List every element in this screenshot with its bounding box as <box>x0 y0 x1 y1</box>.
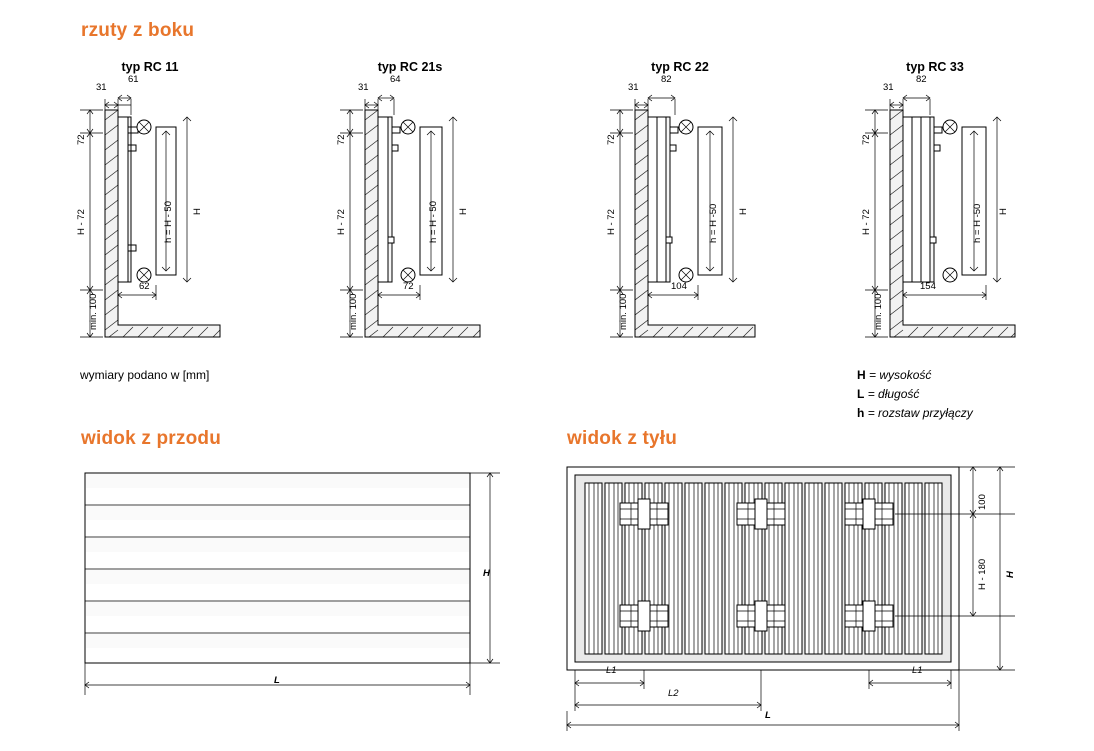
dim-rc21s-outer-height: H <box>458 208 469 215</box>
dim-rc21s-left-top: 72 <box>336 134 347 145</box>
dim-rc33-top-left: 31 <box>883 82 894 93</box>
dim-rc21s-left-mid: H - 72 <box>336 209 347 235</box>
dim-back-top: 100 <box>977 494 988 510</box>
units-note: wymiary podano w [mm] <box>80 368 210 382</box>
dim-rc33-inner-height: h = H -50 <box>972 203 983 243</box>
front-view <box>60 455 520 735</box>
dim-rc22-left-mid: H - 72 <box>606 209 617 235</box>
legend <box>857 366 973 423</box>
dim-rc21s-top-width: 64 <box>390 74 401 85</box>
legend-symbol-h: H <box>857 368 866 382</box>
dim-rc22-top-left: 31 <box>628 82 639 93</box>
dim-rc33-left-mid: H - 72 <box>861 209 872 235</box>
legend-symbol-h-small: h <box>857 406 865 420</box>
dim-rc21s-left-bottom: min. 100 <box>348 293 359 330</box>
dim-rc22-outer-height: H <box>738 208 749 215</box>
front-view-length-label: L <box>274 675 280 686</box>
legend-desc-h: = wysokość <box>869 368 932 382</box>
front-view-height-label: H <box>483 568 490 579</box>
dim-back-l1-left: L1 <box>606 665 617 676</box>
dim-rc22-left-bottom: min. 100 <box>618 293 629 330</box>
side-view-title-rc11: typ RC 11 <box>121 60 179 74</box>
dim-rc11-inner-height: h = H - 50 <box>163 201 174 243</box>
legend-item-h-small <box>857 404 973 423</box>
legend-symbol-l: L <box>857 387 865 401</box>
front-view-title: widok z przodu <box>81 428 222 449</box>
legend-desc-l: = długość <box>867 387 920 401</box>
dim-rc21s-top-left: 31 <box>358 82 369 93</box>
dim-rc11-top-width: 61 <box>128 74 139 85</box>
side-view-title-rc22: typ RC 22 <box>651 60 709 74</box>
dim-rc33-left-bottom: min. 100 <box>873 293 884 330</box>
dim-rc33-bottom-width: 154 <box>920 281 936 292</box>
dim-rc11-left-bottom: min. 100 <box>88 293 99 330</box>
dim-rc22-left-top: 72 <box>606 134 617 145</box>
side-view-title-rc21s: typ RC 21s <box>377 60 443 74</box>
legend-item-h <box>857 366 973 385</box>
side-view-title-rc33: typ RC 33 <box>906 60 964 74</box>
dim-rc33-outer-height: H <box>998 208 1009 215</box>
dim-rc22-bottom-width: 104 <box>671 281 687 292</box>
legend-desc-h-small: = rozstaw przyłączy <box>867 406 973 420</box>
dim-back-mid: H - 180 <box>977 558 988 590</box>
dim-rc11-outer-height: H <box>192 208 203 215</box>
dim-rc33-top-width: 82 <box>916 74 927 85</box>
dim-rc11-left-mid: H - 72 <box>76 209 87 235</box>
dim-rc21s-inner-height: h = H - 50 <box>428 201 439 243</box>
side-views-title: rzuty z boku <box>81 20 195 41</box>
dim-rc22-inner-height: h = H -50 <box>708 203 719 243</box>
dim-back-l1-right: L1 <box>912 665 923 676</box>
dim-rc22-top-width: 82 <box>661 74 672 85</box>
dim-back-l: L <box>765 710 771 721</box>
dim-rc11-top-left: 31 <box>96 82 107 93</box>
back-view-title: widok z tyłu <box>567 428 678 449</box>
legend-item-l <box>857 385 973 404</box>
dim-rc11-left-top: 72 <box>76 134 87 145</box>
dim-rc33-left-top: 72 <box>861 134 872 145</box>
dim-back-height: H <box>1005 571 1016 578</box>
dim-rc11-bottom-width: 62 <box>139 281 150 292</box>
dim-back-l2: L2 <box>668 688 679 699</box>
dim-rc21s-bottom-width: 72 <box>403 281 414 292</box>
